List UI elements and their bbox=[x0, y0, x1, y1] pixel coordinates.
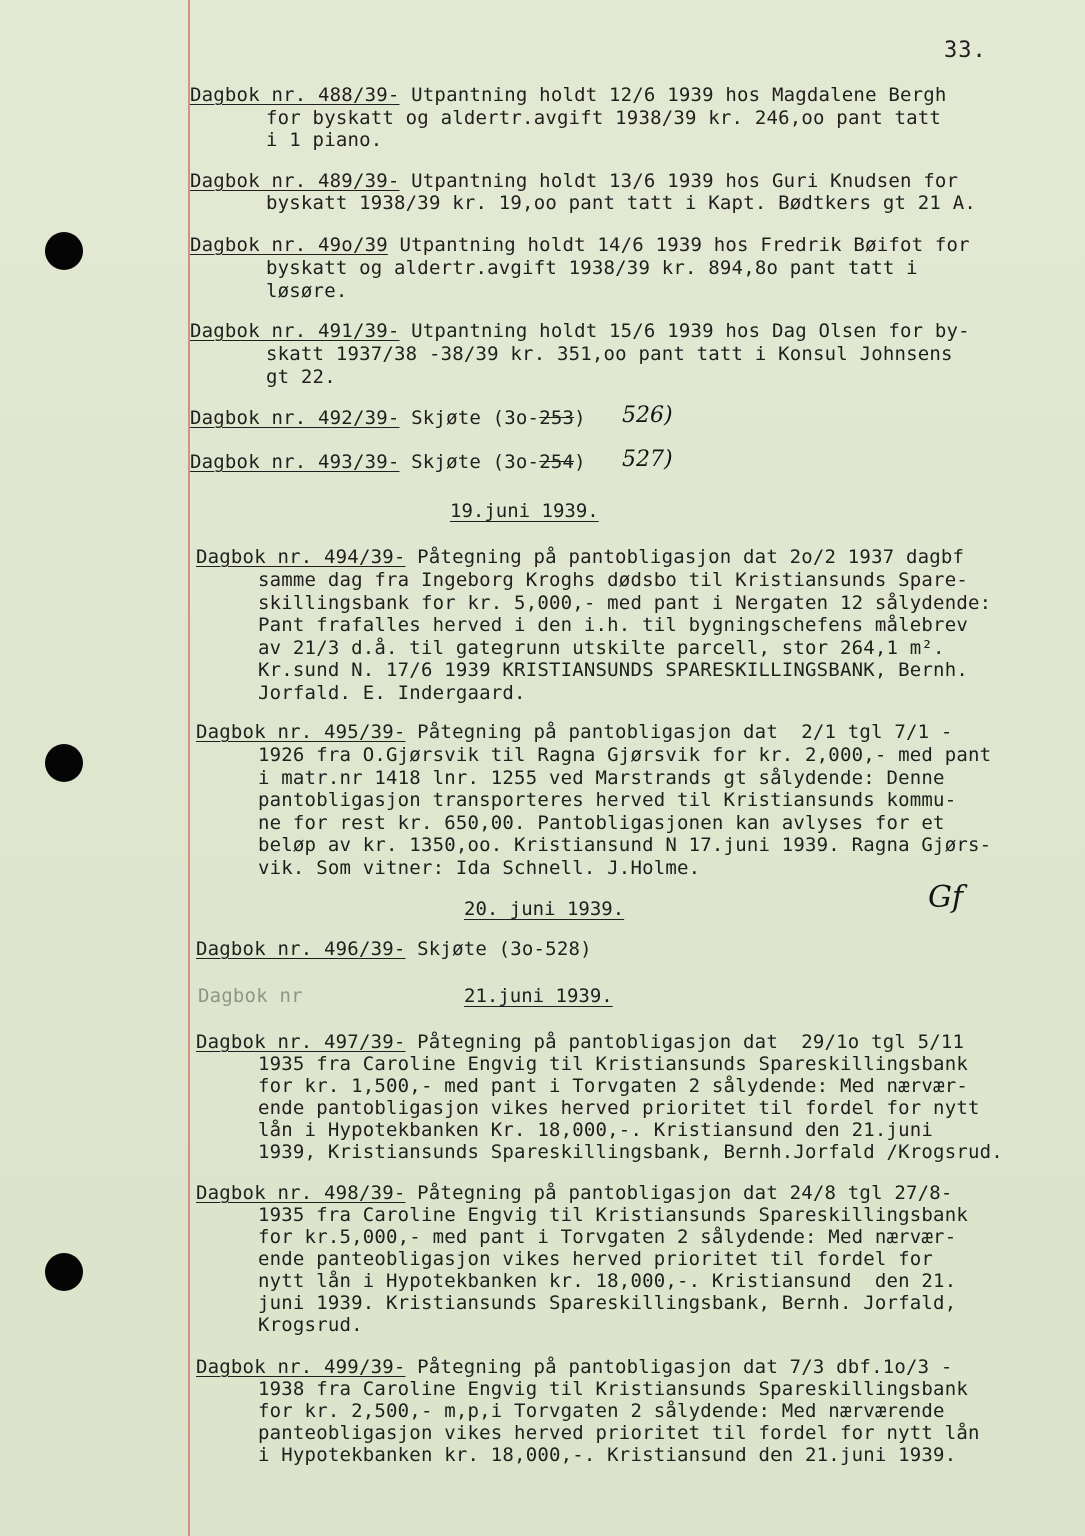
date-heading: 20. juni 1939. bbox=[464, 898, 625, 920]
entry-line: ne for rest kr. 650,00. Pantobligasjonen kan avlyses for et bbox=[258, 812, 945, 834]
date-heading: 21.juni 1939. bbox=[464, 985, 613, 1007]
entry-497-line-1: Dagbok nr. 497/39- Påtegning på pantobligasjon dat 29/1o tgl 5/11 bbox=[196, 1031, 965, 1053]
entry-line: 1939, Kristiansunds Spareskillingsbank, Bernh.Jorfald /Krogsrud. bbox=[258, 1141, 1003, 1163]
entry-line: for kr.5,000,- med pant i Torvgaten 2 sålydende: Med nærvær- bbox=[258, 1226, 957, 1248]
entry-498-line-1: Dagbok nr. 498/39- Påtegning på pantobligasjon dat 24/8 tgl 27/8- bbox=[196, 1182, 953, 1204]
entry-line: ende panteobligasjon vikes herved prioritet til fordel for bbox=[258, 1248, 934, 1270]
entry-line: i Hypotekbanken kr. 18,000,-. Kristiansund den 21.juni 1939. bbox=[258, 1444, 957, 1466]
entry-line: av 21/3 d.å. til gategrunn utskilte parcell, stor 264,1 m². bbox=[258, 637, 945, 659]
entry-ref: Dagbok nr. 499/39- bbox=[196, 1356, 406, 1378]
margin-rule bbox=[188, 0, 190, 1536]
entry-line: lån i Hypotekbanken Kr. 18,000,-. Kristiansund den 21.juni bbox=[258, 1119, 934, 1141]
entry-ref: Dagbok nr. 496/39- bbox=[196, 938, 406, 960]
entry-line: samme dag fra Ingeborg Kroghs dødsbo til Kristiansunds Spare- bbox=[258, 569, 968, 591]
entry-ref: Dagbok nr. 492/39- bbox=[190, 407, 400, 429]
page-number: 33. bbox=[944, 38, 987, 63]
entry-line: i 1 piano. bbox=[266, 129, 383, 151]
entry-line: Jorfald. E. Indergaard. bbox=[258, 682, 526, 704]
struck-number: 254 bbox=[539, 451, 575, 473]
entry-line: 1938 fra Caroline Engvig til Kristiansunds Spareskillingsbank bbox=[258, 1378, 968, 1400]
faint-stub: Dagbok nr bbox=[198, 985, 303, 1007]
entry-ref: Dagbok nr. 489/39- bbox=[190, 170, 400, 192]
entry-line: Krogsrud. bbox=[258, 1314, 363, 1336]
entry-489-line-1: Dagbok nr. 489/39- Utpantning holdt 13/6 1939 hos Guri Knudsen for bbox=[190, 170, 959, 192]
entry-line: pantobligasjon transporteres herved til Kristiansunds kommu- bbox=[258, 789, 957, 811]
entry-491-line-1: Dagbok nr. 491/39- Utpantning holdt 15/6 1939 hos Dag Olsen for by- bbox=[190, 320, 970, 342]
entry-496-line-1: Dagbok nr. 496/39- Skjøte (3o-528) bbox=[196, 938, 592, 960]
entry-492-line-1: Dagbok nr. 492/39- Skjøte (3o-253) bbox=[190, 407, 586, 429]
entry-line: nytt lån i Hypotekbanken kr. 18,000,-. Kristiansund den 21. bbox=[258, 1270, 957, 1292]
entry-493-line-1: Dagbok nr. 493/39- Skjøte (3o-254) bbox=[190, 451, 586, 473]
entry-line: for byskatt og aldertr.avgift 1938/39 kr. 246,oo pant tatt bbox=[266, 107, 942, 129]
entry-line: byskatt 1938/39 kr. 19,oo pant tatt i Kapt. Bødtkers gt 21 A. bbox=[266, 192, 976, 214]
entry-ref: Dagbok nr. 488/39- bbox=[190, 84, 400, 106]
date-heading: 19.juni 1939. bbox=[450, 500, 599, 522]
entry-line: byskatt og aldertr.avgift 1938/39 kr. 894,8o pant tatt i bbox=[266, 257, 918, 279]
entry-line: beløp av kr. 1350,oo. Kristiansund N 17.juni 1939. Ragna Gjørs- bbox=[258, 834, 992, 856]
entry-ref: Dagbok nr. 498/39- bbox=[196, 1182, 406, 1204]
entry-ref: Dagbok nr. 49o/39 bbox=[190, 234, 388, 256]
entry-499-line-1: Dagbok nr. 499/39- Påtegning på pantobligasjon dat 7/3 dbf.1o/3 - bbox=[196, 1356, 953, 1378]
handwritten-number: 527) bbox=[622, 447, 673, 472]
entry-ref: Dagbok nr. 495/39- bbox=[196, 721, 406, 743]
entry-ref: Dagbok nr. 491/39- bbox=[190, 320, 400, 342]
entry-line: juni 1939. Kristiansunds Spareskillingsbank, Bernh. Jorfald, bbox=[258, 1292, 957, 1314]
entry-494-line-1: Dagbok nr. 494/39- Påtegning på pantobligasjon dat 2o/2 1937 dagbf bbox=[196, 546, 965, 568]
entry-line: Pant frafalles herved i den i.h. til bygningschefens målebrev bbox=[258, 614, 968, 636]
entry-495-line-1: Dagbok nr. 495/39- Påtegning på pantobligasjon dat 2/1 tgl 7/1 - bbox=[196, 721, 953, 743]
entry-line: for kr. 2,500,- m,p,i Torvgaten 2 sålydende: Med nærværende bbox=[258, 1400, 945, 1422]
entry-490-line-1: Dagbok nr. 49o/39 Utpantning holdt 14/6 1939 hos Fredrik Bøifot for bbox=[190, 234, 970, 256]
handwritten-number: 526) bbox=[622, 403, 673, 428]
entry-line: løsøre. bbox=[266, 280, 348, 302]
entry-line: for kr. 1,500,- med pant i Torvgaten 2 sålydende: Med nærvær- bbox=[258, 1075, 968, 1097]
punch-hole bbox=[45, 232, 83, 270]
entry-line: i matr.nr 1418 lnr. 1255 ved Marstrands gt sålydende: Denne bbox=[258, 767, 945, 789]
entry-ref: Dagbok nr. 497/39- bbox=[196, 1031, 406, 1053]
entry-line: skatt 1937/38 -38/39 kr. 351,oo pant tatt i Konsul Johnsens bbox=[266, 343, 953, 365]
entry-line: skillingsbank for kr. 5,000,- med pant i Nergaten 12 sålydende: bbox=[258, 592, 992, 614]
entry-line: 1935 fra Caroline Engvig til Kristiansunds Spareskillingsbank bbox=[258, 1204, 968, 1226]
entry-line: gt 22. bbox=[266, 366, 336, 388]
entry-line: Kr.sund N. 17/6 1939 KRISTIANSUNDS SPARESKILLINGSBANK, Bernh. bbox=[258, 659, 968, 681]
entry-line: vik. Som vitner: Ida Schnell. J.Holme. bbox=[258, 857, 701, 879]
entry-ref: Dagbok nr. 494/39- bbox=[196, 546, 406, 568]
entry-488-line-1: Dagbok nr. 488/39- Utpantning holdt 12/6 1939 hos Magdalene Bergh bbox=[190, 84, 947, 106]
entry-line: panteobligasjon vikes herved prioritet til fordel for nytt lån bbox=[258, 1422, 980, 1444]
entry-ref: Dagbok nr. 493/39- bbox=[190, 451, 400, 473]
entry-line: 1926 fra O.Gjørsvik til Ragna Gjørsvik for kr. 2,000,- med pant bbox=[258, 744, 992, 766]
punch-hole bbox=[45, 1253, 83, 1291]
struck-number: 253 bbox=[539, 407, 575, 429]
entry-line: 1935 fra Caroline Engvig til Kristiansunds Spareskillingsbank bbox=[258, 1053, 968, 1075]
punch-hole bbox=[45, 744, 83, 782]
entry-line: ende pantobligasjon vikes herved prioritet til fordel for nytt bbox=[258, 1097, 980, 1119]
handwritten-initials: Gf bbox=[928, 880, 964, 915]
